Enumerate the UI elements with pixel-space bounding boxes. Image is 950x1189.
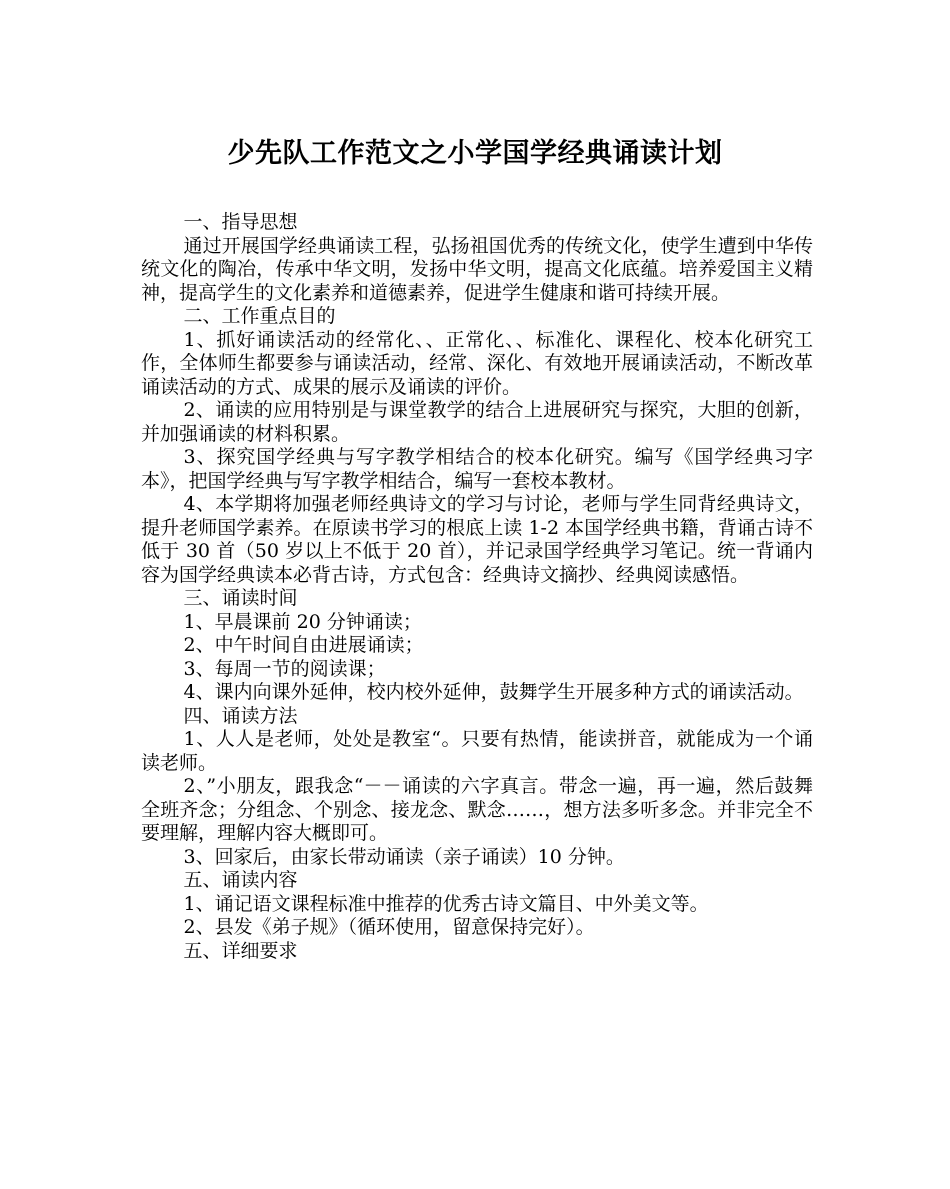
- section-heading-work-focus: 二、工作重点目的: [183, 305, 336, 327]
- section-heading-reading-content: 五、诵读内容: [183, 869, 298, 891]
- paragraph-work-focus-1: 1、抓好诵读活动的经常化、、正常化、、标准化、课程化、校本化研究工作，全体师生都要参与诵读活动，经常、深化、有效地开展诵读活动，不断改革诵读活动的方式、成果的展示及诵读的评价。: [141, 328, 813, 398]
- paragraph-reading-time-4: 4、课内向课外延伸，校内校外延伸，鼓舞学生开展多种方式的诵读活动。: [183, 681, 804, 703]
- paragraph-reading-time-3: 3、每周一节的阅读课；: [183, 657, 386, 680]
- paragraph-reading-method-1: 1、人人是老师，处处是教室“。只要有热情，能读拼音，就能成为一个诵读老师。: [141, 728, 813, 774]
- section-heading-reading-method: 四、诵读方法: [183, 704, 298, 727]
- section-heading-detailed-requirements: 五、详细要求: [183, 939, 298, 962]
- paragraph-work-focus-2: 2、诵读的应用特别是与课堂教学的结合上进展研究与探究，大胆的创新，并加强诵读的材料积累。: [141, 399, 813, 445]
- paragraph-reading-content-1: 1、诵记语文课程标准中推荐的优秀古诗文篇目、中外美文等。: [183, 892, 709, 915]
- section-heading-reading-time: 三、诵读时间: [183, 587, 298, 609]
- paragraph-reading-method-2: 2、”小朋友，跟我念“－－诵读的六字真言。带念一遍，再一遍，然后鼓舞全班齐念；分组念、个别念、接龙念、默念……，想方法多听多念。并非完全不要理解，理解内容大概即可。: [141, 775, 813, 844]
- paragraph-reading-time-2: 2、中午时间自由进展诵读；: [183, 634, 424, 656]
- document-title: 少先队工作范文之小学国学经典诵读计划: [227, 138, 723, 169]
- paragraph-reading-time-1: 1、早晨课前 20 分钟诵读；: [183, 610, 422, 633]
- paragraph-work-focus-3: 3、探究国学经典与写字教学相结合的校本化研究。编写《国学经典习字本》，把国学经典与写字教学相结合，编写一套校本教材。: [141, 446, 813, 492]
- document-body: [141, 211, 813, 963]
- paragraph-work-focus-4: 4、本学期将加强老师经典诗文的学习与讨论，老师与学生同背经典诗文，提升老师国学素养。在原读书学习的根底上读 1-2 本国学经典书籍，背诵古诗不低于 30 首（50 岁以上不低于 20 首），并记录国学经典学习笔记。统一背诵内容为国学经典读本必背古诗，方式包含：经典诗文摘抄、经典阅读感悟。: [141, 493, 813, 586]
- paragraph-reading-method-3: 3、回家后，由家长带动诵读（亲子诵读）10 分钟。: [183, 845, 625, 868]
- section-heading-guiding-ideology: 一、指导思想: [183, 211, 298, 233]
- paragraph-guiding-ideology: 通过开展国学经典诵读工程，弘扬祖国优秀的传统文化，使学生遭到中华传统文化的陶冶，传承中华文明，发扬中华文明，提高文化底蕴。培养爱国主义精神，提高学生的文化素养和道德素养，促进学生健康和谐可持续开展。: [141, 234, 813, 304]
- paragraph-reading-content-2: 2、县发《弟子规》（循环使用，留意保持完好）。: [183, 916, 595, 938]
